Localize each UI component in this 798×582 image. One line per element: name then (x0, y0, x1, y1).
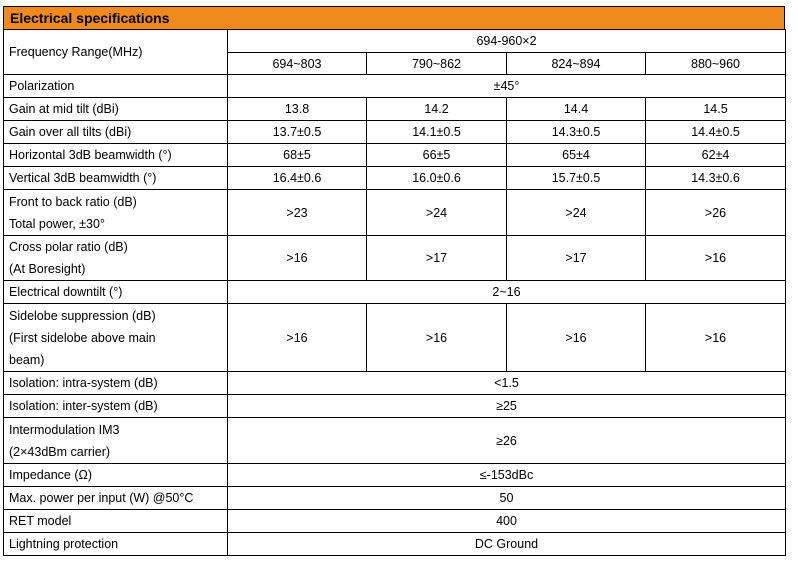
value-cell: 14.4 (507, 98, 646, 121)
value-cell: >16 (228, 236, 367, 281)
label-line: (First sidelobe above main (9, 330, 156, 345)
label-line: Sidelobe suppression (dB) (9, 308, 156, 323)
value-cell: >16 (646, 304, 786, 372)
table-row (4, 121, 786, 144)
value-cell: >23 (228, 190, 367, 236)
table-row (4, 464, 786, 487)
row-label-ret-model: RET model (4, 510, 228, 533)
row-label-lightning: Lightning protection (4, 533, 228, 556)
value-cell: 14.3±0.5 (507, 121, 646, 144)
value-cell: 14.1±0.5 (367, 121, 507, 144)
value-cell: 65±4 (507, 144, 646, 167)
value-cell: >24 (367, 190, 507, 236)
value-cell: >16 (367, 304, 507, 372)
row-label-isolation-intra: Isolation: intra-system (dB) (4, 372, 228, 395)
table-row (4, 418, 786, 464)
label-line: Cross polar ratio (dB) (9, 240, 128, 254)
value-cell: >16 (646, 236, 786, 281)
row-label-cross-polar (4, 236, 228, 281)
value-cell: >16 (507, 304, 646, 372)
specifications-table (3, 29, 786, 556)
value-cell: >17 (367, 236, 507, 281)
label-line: Total power, ±30° (9, 216, 105, 231)
value-cell: 2~16 (228, 281, 786, 304)
frequency-span: 694-960×2 (228, 30, 786, 53)
value-cell: 16.0±0.6 (367, 167, 507, 190)
row-label-gain-mid: Gain at mid tilt (dBi) (4, 98, 228, 121)
value-cell: >16 (228, 304, 367, 372)
table-row (4, 304, 786, 372)
row-label-gain-all: Gain over all tilts (dBi) (4, 121, 228, 144)
row-label-intermodulation (4, 418, 228, 464)
value-cell: 14.3±0.6 (646, 167, 786, 190)
table-row (4, 190, 786, 236)
value-cell: ≥26 (228, 418, 786, 464)
row-label-polarization: Polarization (4, 75, 228, 98)
value-cell: ≥25 (228, 395, 786, 418)
band-cell: 824~894 (507, 53, 646, 75)
table-row (4, 144, 786, 167)
band-cell: 790~862 (367, 53, 507, 75)
table-row (4, 533, 786, 556)
band-cell: 694~803 (228, 53, 367, 75)
value-cell: 66±5 (367, 144, 507, 167)
value-cell: >17 (507, 236, 646, 281)
electrical-specifications-sheet (3, 6, 785, 556)
row-label-h-beamwidth: Horizontal 3dB beamwidth (°) (4, 144, 228, 167)
value-cell: 13.8 (228, 98, 367, 121)
label-line: (At Boresight) (9, 262, 86, 276)
row-label-v-beamwidth: Vertical 3dB beamwidth (°) (4, 167, 228, 190)
label-line: Intermodulation IM3 (9, 422, 120, 437)
table-row (4, 372, 786, 395)
table-row (4, 281, 786, 304)
row-label-front-to-back (4, 190, 228, 236)
table-row (4, 487, 786, 510)
section-header: Electrical specifications (3, 6, 785, 29)
value-cell: >26 (646, 190, 786, 236)
row-label-max-power: Max. power per input (W) @50°C (4, 487, 228, 510)
table-row (4, 395, 786, 418)
value-cell: 14.5 (646, 98, 786, 121)
label-line: Front to back ratio (dB) (9, 194, 137, 209)
value-cell: ±45° (228, 75, 786, 98)
value-cell: 16.4±0.6 (228, 167, 367, 190)
value-cell: DC Ground (228, 533, 786, 556)
table-row (4, 30, 786, 53)
label-line: beam) (9, 352, 45, 367)
value-cell: ≤-153dBc (228, 464, 786, 487)
value-cell: 62±4 (646, 144, 786, 167)
row-label-downtilt: Electrical downtilt (°) (4, 281, 228, 304)
row-label-impedance: Impedance (Ω) (4, 464, 228, 487)
table-row (4, 236, 786, 281)
value-cell: 13.7±0.5 (228, 121, 367, 144)
value-cell: 14.2 (367, 98, 507, 121)
value-cell: >24 (507, 190, 646, 236)
value-cell: <1.5 (228, 372, 786, 395)
value-cell: 50 (228, 487, 786, 510)
table-row (4, 510, 786, 533)
band-cell: 880~960 (646, 53, 786, 75)
row-label-frequency: Frequency Range(MHz) (4, 30, 228, 75)
value-cell: 15.7±0.5 (507, 167, 646, 190)
value-cell: 68±5 (228, 144, 367, 167)
table-row (4, 167, 786, 190)
label-line: (2×43dBm carrier) (9, 444, 111, 459)
value-cell: 14.4±0.5 (646, 121, 786, 144)
row-label-isolation-inter: Isolation: inter-system (dB) (4, 395, 228, 418)
value-cell: 400 (228, 510, 786, 533)
row-label-sidelobe (4, 304, 228, 372)
table-row (4, 75, 786, 98)
table-row (4, 98, 786, 121)
